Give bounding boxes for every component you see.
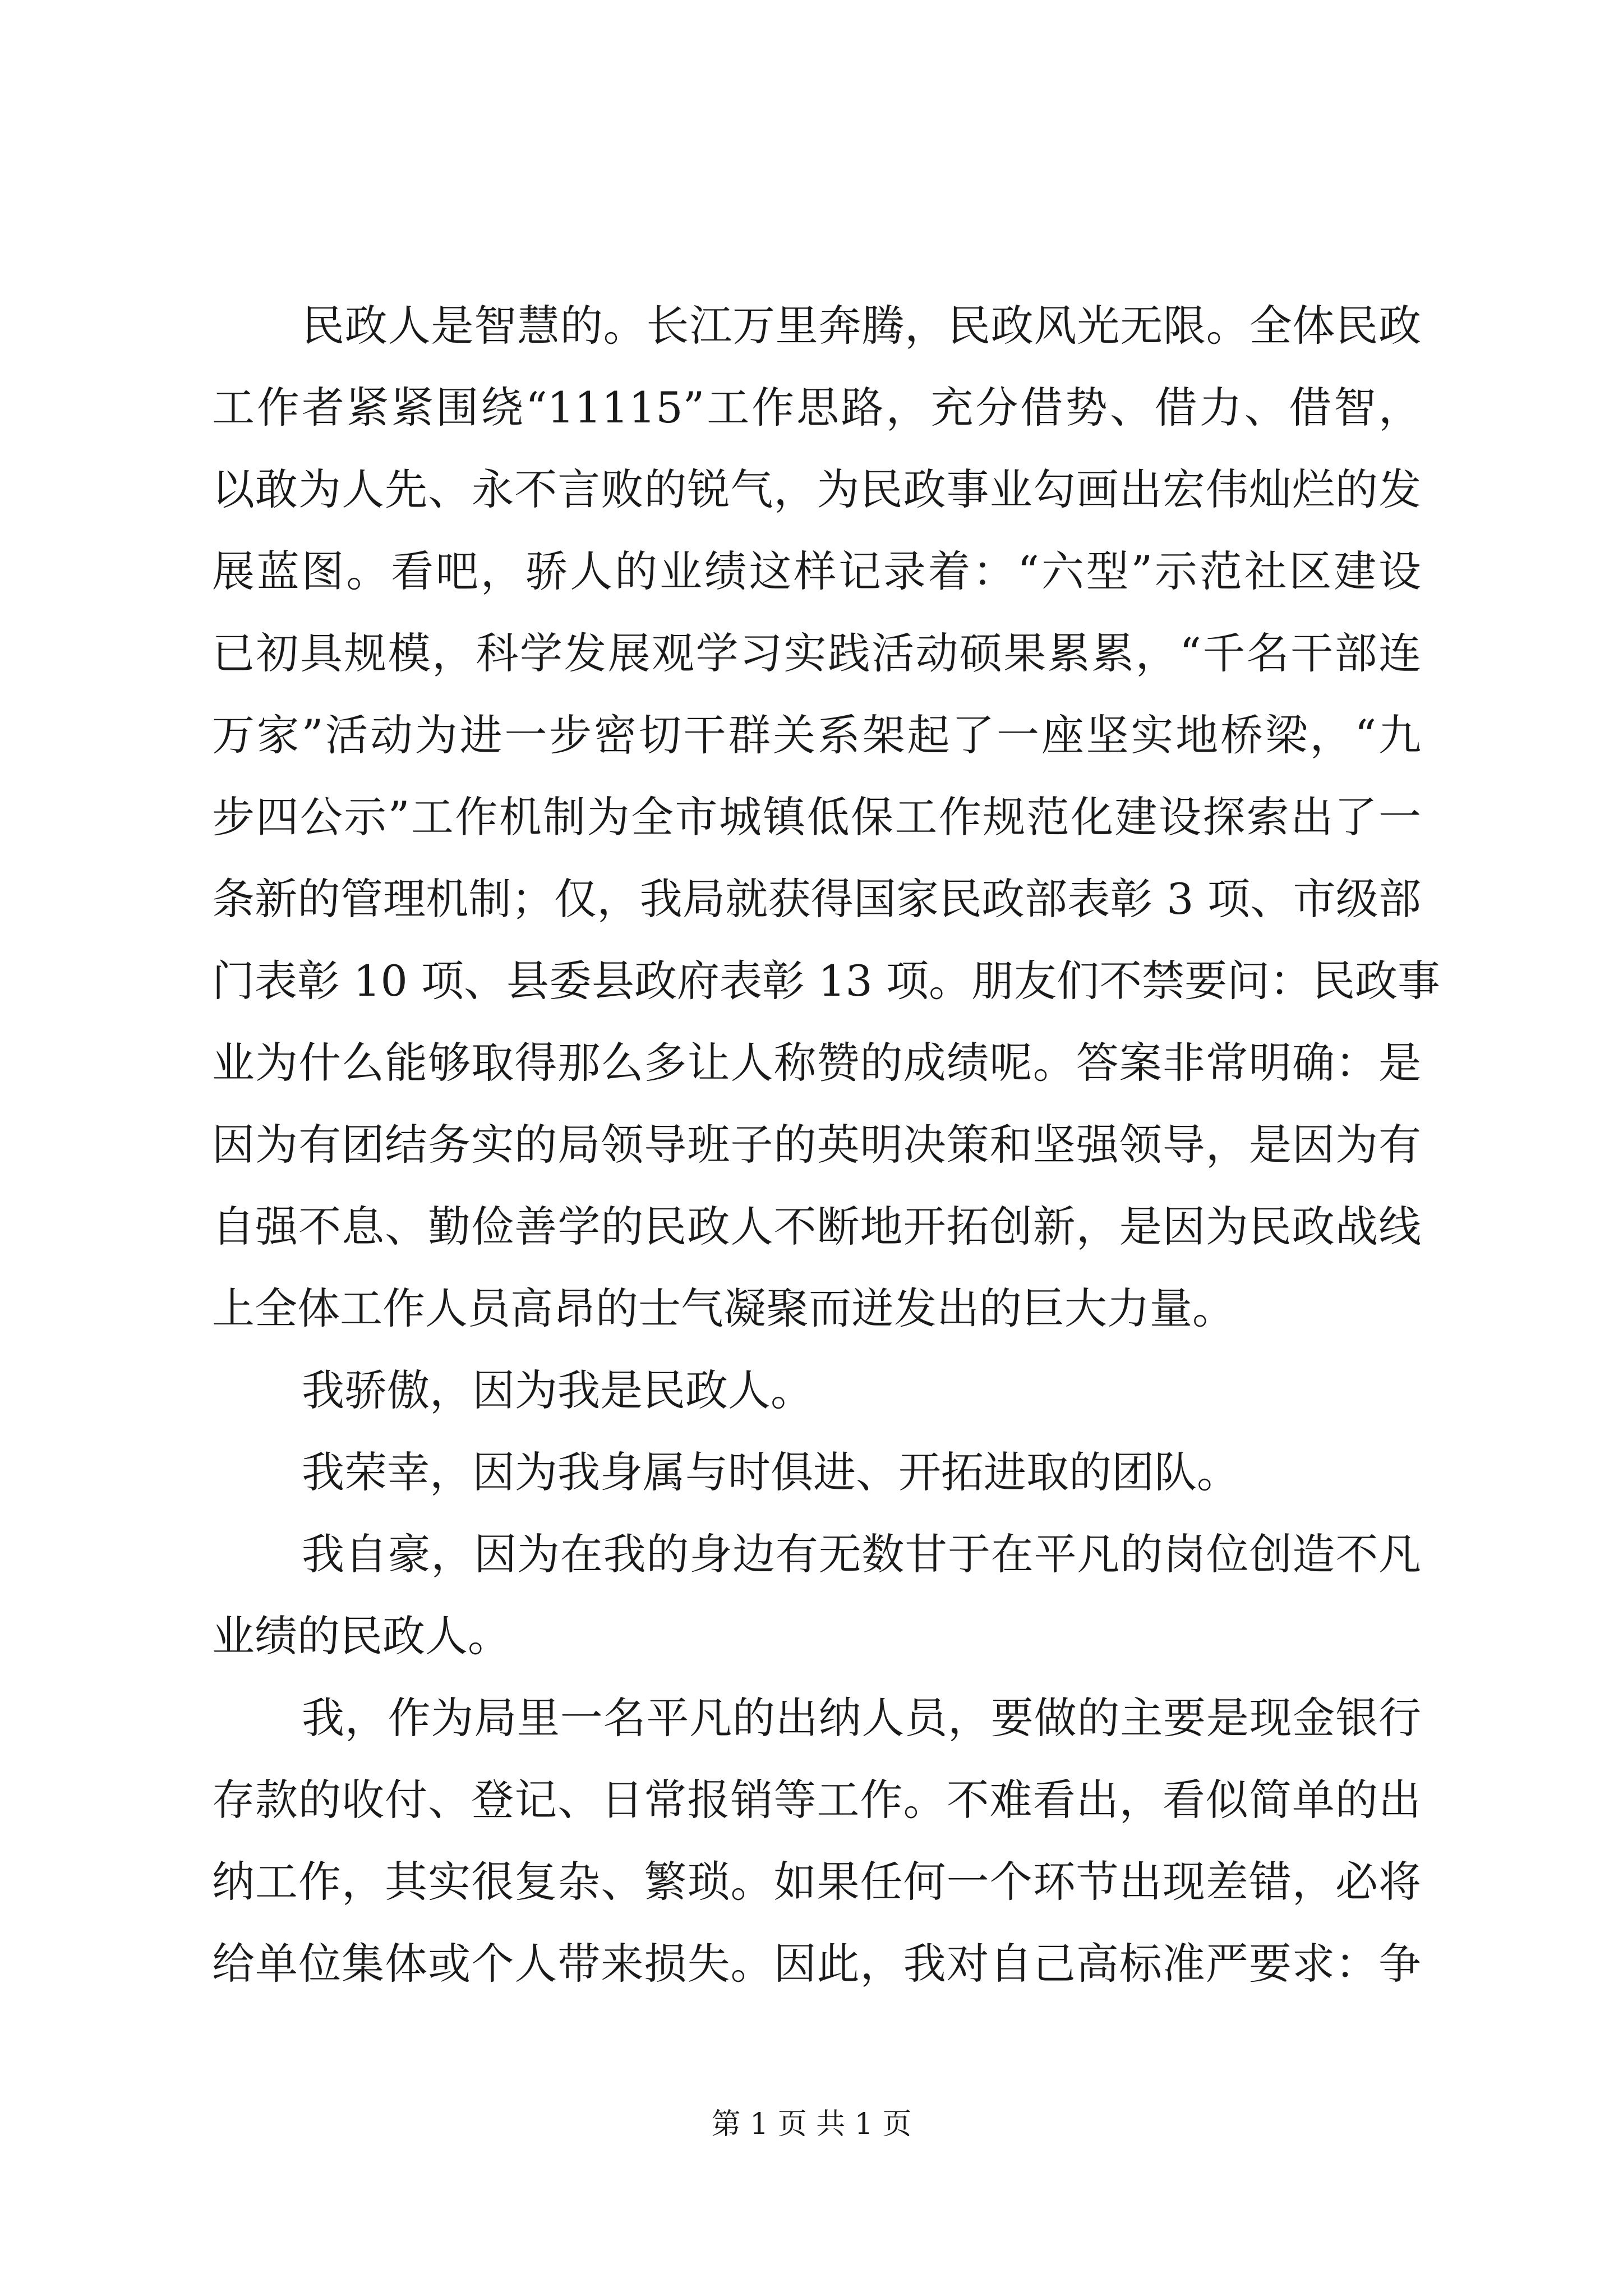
text-line-1: 民政人是智慧的。长江万里奔腾，民政风光无限。全体民政 — [302, 301, 1421, 351]
text-line-17: 业绩的民政人。 — [212, 1611, 510, 1661]
text-line-13: 上全体工作人员高昂的士气凝聚而迸发出的巨大力量。 — [212, 1283, 1235, 1333]
text-line-16: 我自豪，因为在我的身边有无数甘于在平凡的岗位创造不凡 — [302, 1529, 1421, 1579]
text-line-21: 给单位集体或个人带来损失。因此，我对自己高标准严要求：争 — [212, 1939, 1421, 1989]
text-line-11: 因为有团结务实的局领导班子的英明决策和坚强领导，是因为有 — [212, 1120, 1421, 1170]
text-line-19: 存款的收付、登记、日常报销等工作。不难看出，看似简单的出 — [212, 1775, 1421, 1825]
text-line-3: 以敢为人先、永不言败的锐气，为民政事业勾画出宏伟灿烂的发 — [212, 464, 1421, 514]
body-text — [212, 285, 1441, 2005]
text-line-9: 门表彰 10 项、县委县政府表彰 13 项。朋友们不禁要问：民政事 — [212, 956, 1441, 1006]
text-line-5: 已初具规模，科学发展观学习实践活动硕果累累，“千名干部连 — [212, 628, 1421, 678]
text-line-8: 条新的管理机制；仅，我局就获得国家民政部表彰 3 项、市级部 — [212, 874, 1421, 924]
page-number-label: 第 1 页 共 1 页 — [711, 2108, 912, 2141]
text-line-15: 我荣幸，因为我身属与时俱进、开拓进取的团队。 — [302, 1447, 1239, 1497]
text-line-10: 业为什么能够取得那么多让人称赞的成绩呢。答案非常明确：是 — [212, 1038, 1421, 1088]
text-line-4: 展蓝图。看吧，骄人的业绩这样记录着：“六型”示范社区建设 — [212, 546, 1421, 596]
page-footer — [0, 2105, 1623, 2144]
text-line-14: 我骄傲，因为我是民政人。 — [302, 1365, 813, 1415]
text-line-18: 我，作为局里一名平凡的出纳人员，要做的主要是现金银行 — [302, 1693, 1421, 1743]
text-line-7: 步四公示”工作机制为全市城镇低保工作规范化建设探索出了一 — [212, 792, 1421, 842]
text-line-6: 万家”活动为进一步密切干群关系架起了一座坚实地桥梁，“九 — [212, 710, 1421, 760]
text-line-20: 纳工作，其实很复杂、繁琐。如果任何一个环节出现差错，必将 — [212, 1857, 1421, 1907]
text-line-12: 自强不息、勤俭善学的民政人不断地开拓创新，是因为民政战线 — [212, 1202, 1421, 1251]
text-line-2: 工作者紧紧围绕“11115”工作思路，充分借势、借力、借智， — [212, 383, 1421, 432]
